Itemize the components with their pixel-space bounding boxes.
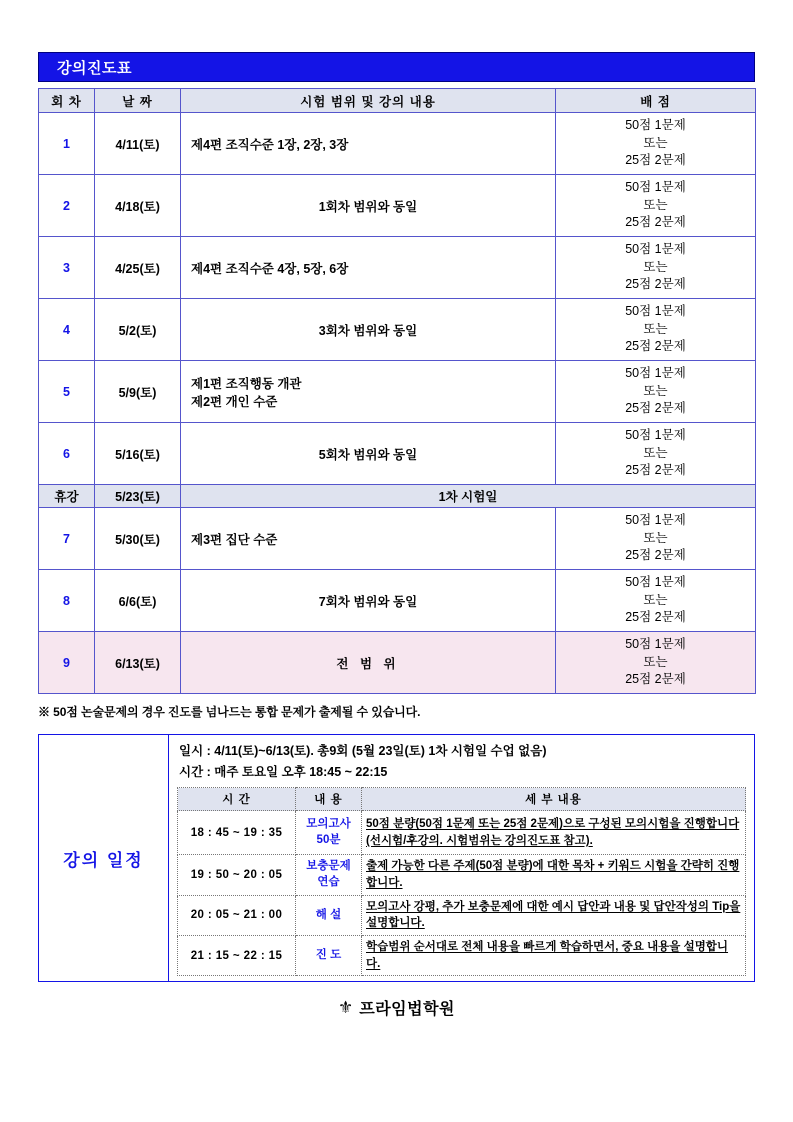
cell-score: 50점 1문제 또는 25점 2문제 [556, 237, 756, 299]
col-header-content: 시험 범위 및 강의 내용 [181, 89, 556, 113]
schedule-body [169, 735, 754, 981]
footer-logo [38, 996, 755, 1019]
cell-time: 21 : 15 ~ 22 : 15 [178, 935, 296, 975]
cell-time: 19 : 50 ~ 20 : 05 [178, 855, 296, 895]
cell-session-no: 6 [39, 423, 95, 485]
cell-score: 50점 1문제 또는 25점 2문제 [556, 299, 756, 361]
cell-score: 50점 1문제 또는 25점 2문제 [556, 423, 756, 485]
cell-kind: 모의고사 50분 [296, 811, 362, 855]
cell-session-no: 2 [39, 175, 95, 237]
table-row [39, 361, 756, 423]
table-row [39, 632, 756, 694]
schedule-table [177, 787, 746, 976]
schedule-block [38, 734, 755, 982]
cell-date: 5/23(토) [95, 485, 181, 508]
cell-content: 3회차 범위와 동일 [181, 299, 556, 361]
cell-session-no: 휴강 [39, 485, 95, 508]
cell-content: 제1편 조직행동 개관 제2편 개인 수준 [181, 361, 556, 423]
schedule-row [178, 895, 746, 935]
cell-kind: 보충문제 연습 [296, 855, 362, 895]
cell-content: 1차 시험일 [181, 485, 756, 508]
schedule-time-line: 시간 : 매주 토요일 오후 18:45 ~ 22:15 [179, 764, 388, 779]
cell-date: 5/16(토) [95, 423, 181, 485]
cell-date: 5/30(토) [95, 508, 181, 570]
col-header-score: 배 점 [556, 89, 756, 113]
cell-kind: 해 설 [296, 895, 362, 935]
cell-content: 1회차 범위와 동일 [181, 175, 556, 237]
cell-session-no: 5 [39, 361, 95, 423]
col-header-date: 날 짜 [95, 89, 181, 113]
cell-date: 4/25(토) [95, 237, 181, 299]
crest-icon: ⚜ [338, 998, 354, 1018]
cell-score: 50점 1문제 또는 25점 2문제 [556, 113, 756, 175]
progress-table-body [39, 113, 756, 694]
schedule-table-body [178, 811, 746, 976]
table-row [39, 423, 756, 485]
cell-session-no: 8 [39, 570, 95, 632]
cell-detail: 50점 분량(50점 1문제 또는 25점 2문제)으로 구성된 모의시험을 진행합니다(선시험/후강의. 시험범위는 강의진도표 참고). [362, 811, 746, 855]
col-header-no: 회 차 [39, 89, 95, 113]
cell-score: 50점 1문제 또는 25점 2문제 [556, 361, 756, 423]
cell-date: 6/6(토) [95, 570, 181, 632]
cell-session-no: 4 [39, 299, 95, 361]
table-row [39, 113, 756, 175]
col-header-detail: 세 부 내용 [362, 788, 746, 811]
cell-score: 50점 1문제 또는 25점 2문제 [556, 175, 756, 237]
cell-content: 제4편 조직수준 4장, 5장, 6장 [181, 237, 556, 299]
cell-score: 50점 1문제 또는 25점 2문제 [556, 570, 756, 632]
table-row [39, 237, 756, 299]
page-title: 강의진도표 [57, 59, 132, 77]
footer-logo-text: 프라임법학원 [359, 1001, 455, 1019]
table-row [39, 485, 756, 508]
cell-detail: 모의고사 강평, 추가 보충문제에 대한 예시 답안과 내용 및 답안작성의 Tip을 설명합니다. [362, 895, 746, 935]
cell-session-no: 1 [39, 113, 95, 175]
cell-content: 제3편 집단 수준 [181, 508, 556, 570]
cell-score: 50점 1문제 또는 25점 2문제 [556, 632, 756, 694]
cell-session-no: 7 [39, 508, 95, 570]
page-title-bar [38, 52, 755, 82]
table-row [39, 570, 756, 632]
cell-content: 5회차 범위와 동일 [181, 423, 556, 485]
cell-time: 20 : 05 ~ 21 : 00 [178, 895, 296, 935]
cell-date: 4/18(토) [95, 175, 181, 237]
cell-detail: 학습범위 순서대로 전체 내용을 빠르게 학습하면서, 중요 내용을 설명합니다. [362, 935, 746, 975]
progress-table [38, 88, 756, 694]
table-row [39, 175, 756, 237]
footnote: ※ 50점 논술문제의 경우 진도를 넘나드는 통합 문제가 출제될 수 있습니다. [38, 705, 421, 719]
schedule-label: 강의 일정 [39, 735, 169, 981]
cell-content: 제4편 조직수준 1장, 2장, 3장 [181, 113, 556, 175]
cell-date: 6/13(토) [95, 632, 181, 694]
schedule-period-line: 일시 : 4/11(토)~6/13(토). 총9회 (5월 23일(토) 1차 시험일 수업 없음) [179, 744, 547, 758]
col-header-kind: 내 용 [296, 788, 362, 811]
table-row [39, 299, 756, 361]
cell-session-no: 9 [39, 632, 95, 694]
schedule-header-row [178, 788, 746, 811]
cell-content: 7회차 범위와 동일 [181, 570, 556, 632]
schedule-row [178, 855, 746, 895]
cell-date: 5/9(토) [95, 361, 181, 423]
table-header-row [39, 89, 756, 113]
cell-detail: 출제 가능한 다른 주제(50점 분량)에 대한 목차 + 키워드 시험을 간략히 진행합니다. [362, 855, 746, 895]
schedule-row [178, 811, 746, 855]
cell-session-no: 3 [39, 237, 95, 299]
cell-score: 50점 1문제 또는 25점 2문제 [556, 508, 756, 570]
cell-date: 5/2(토) [95, 299, 181, 361]
col-header-time: 시 간 [178, 788, 296, 811]
cell-kind: 진 도 [296, 935, 362, 975]
cell-content: 전 범 위 [181, 632, 556, 694]
cell-time: 18 : 45 ~ 19 : 35 [178, 811, 296, 855]
cell-date: 4/11(토) [95, 113, 181, 175]
schedule-row [178, 935, 746, 975]
table-row [39, 508, 756, 570]
